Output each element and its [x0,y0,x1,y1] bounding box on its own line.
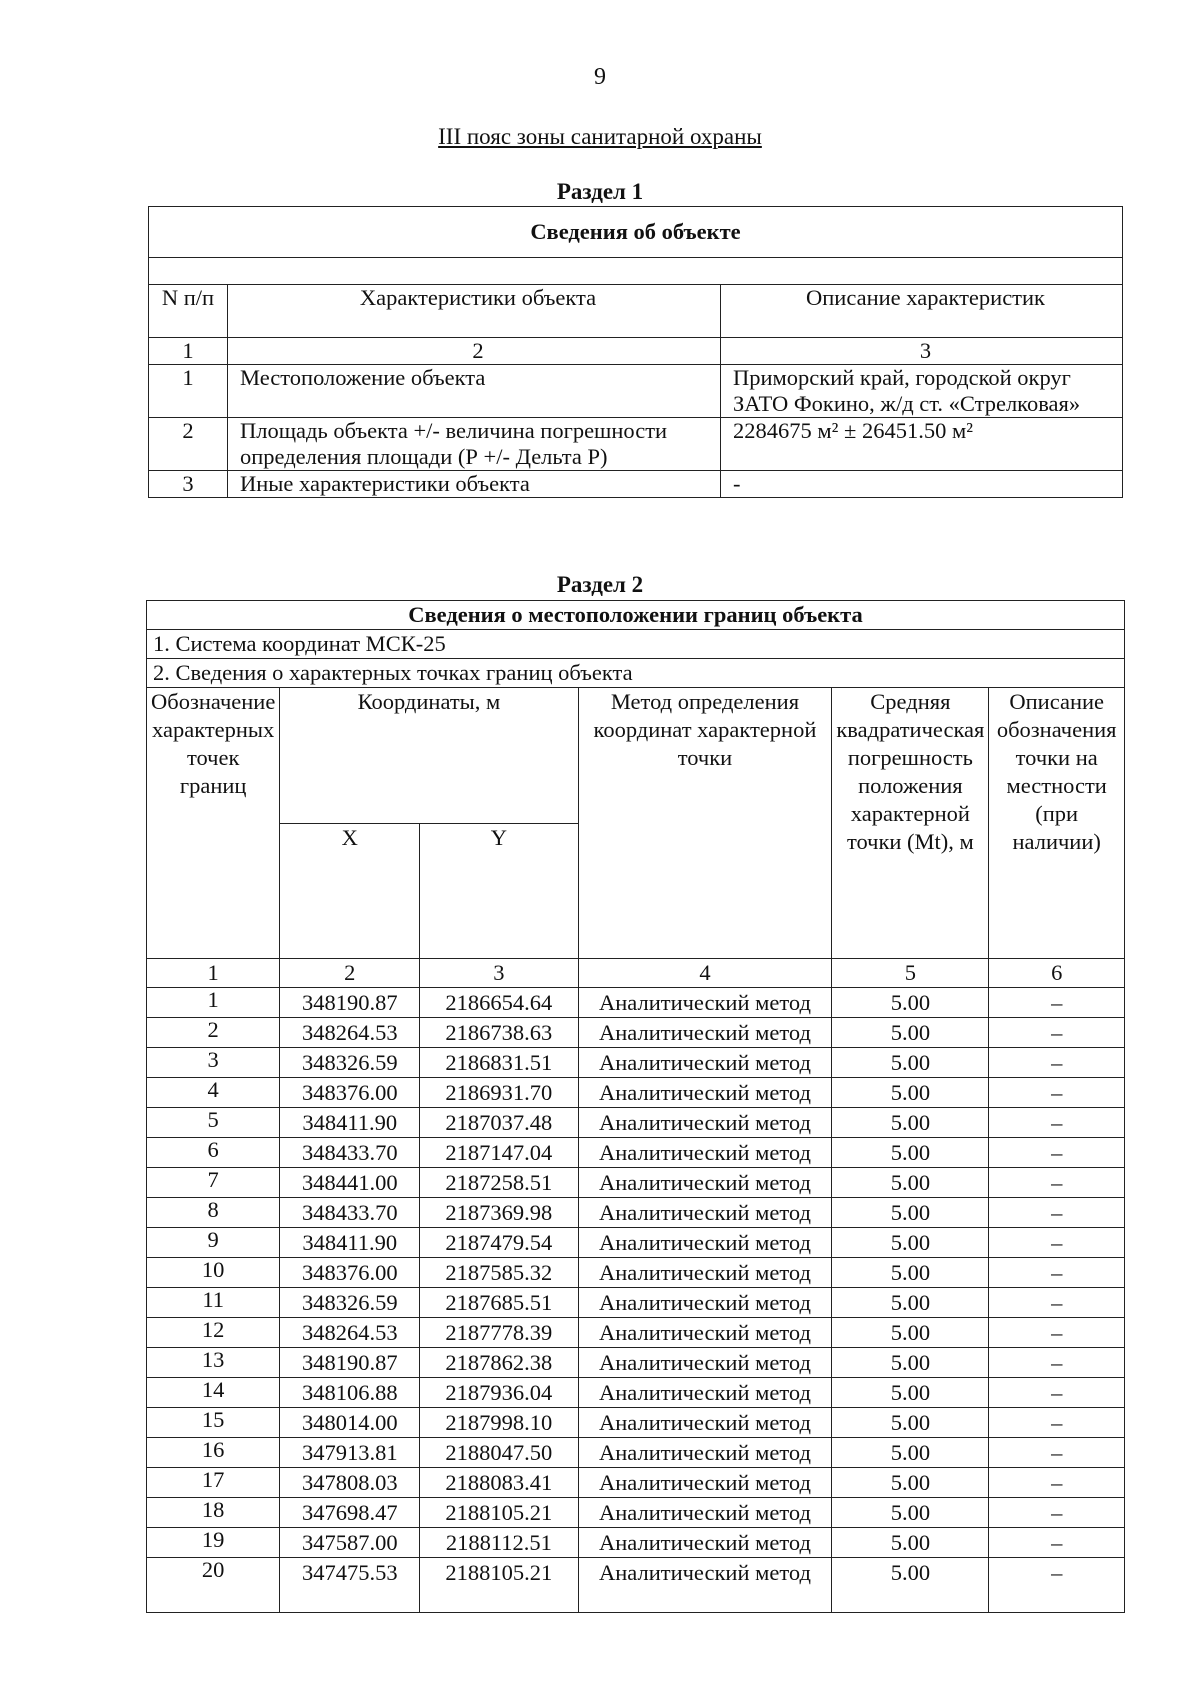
point-error: 5.00 [832,1018,989,1048]
point-x: 347808.03 [280,1468,420,1498]
point-x: 348014.00 [280,1408,420,1438]
table-row [147,1168,1125,1198]
point-method: Аналитический метод [578,1438,832,1468]
point-description: – [989,1228,1125,1258]
point-error: 5.00 [832,1438,989,1468]
point-y: 2186654.64 [420,988,578,1018]
table-row [147,1258,1125,1288]
point-y: 2186831.51 [420,1048,578,1078]
point-description: – [989,1558,1125,1613]
point-x: 348190.87 [280,988,420,1018]
point-y: 2187369.98 [420,1198,578,1228]
point-x: 348190.87 [280,1348,420,1378]
row-description: 2284675 м² ± 26451.50 м² [721,418,1123,471]
table-row [149,365,1123,418]
table-row [147,1048,1125,1078]
point-error: 5.00 [832,1108,989,1138]
point-x: 348106.88 [280,1378,420,1408]
row-description: Приморский край, городской округ ЗАТО Фокино, ж/д ст. «Стрелковая» [721,365,1123,418]
header-number: N п/п [149,285,228,338]
point-method: Аналитический метод [578,1288,832,1318]
coordinate-system: 1. Система координат МСК-25 [147,630,1125,659]
point-y: 2186738.63 [420,1018,578,1048]
point-y: 2186931.70 [420,1078,578,1108]
col-number: 1 [147,959,280,988]
header-location-description: Описание обозначения точки на местности (при наличии) [989,688,1125,959]
point-method: Аналитический метод [578,1138,832,1168]
point-method: Аналитический метод [578,1198,832,1228]
point-error: 5.00 [832,1078,989,1108]
boundary-table-title: Сведения о местоположении границ объекта [147,601,1125,630]
row-characteristic: Площадь объекта +/- величина погрешности определения площади (Р +/- Дельта Р) [228,418,721,471]
point-number: 6 [147,1138,280,1168]
point-error: 5.00 [832,1558,989,1613]
point-number: 20 [147,1558,280,1613]
col-number: 2 [228,338,721,365]
point-description: – [989,1168,1125,1198]
point-number: 10 [147,1258,280,1288]
table-row [147,1438,1125,1468]
point-description: – [989,1408,1125,1438]
point-method: Аналитический метод [578,1348,832,1378]
point-x: 348264.53 [280,1318,420,1348]
point-error: 5.00 [832,1048,989,1078]
row-characteristic: Иные характеристики объекта [228,471,721,498]
point-error: 5.00 [832,1408,989,1438]
header-x: X [280,823,420,959]
table-row [147,1078,1125,1108]
point-x: 348376.00 [280,1078,420,1108]
col-number: 4 [578,959,832,988]
point-error: 5.00 [832,1258,989,1288]
point-y: 2187936.04 [420,1378,578,1408]
point-number: 18 [147,1498,280,1528]
page-number: 9 [594,64,606,90]
point-x: 348441.00 [280,1168,420,1198]
col-number: 5 [832,959,989,988]
point-y: 2187585.32 [420,1258,578,1288]
point-y: 2187862.38 [420,1348,578,1378]
point-y: 2187685.51 [420,1288,578,1318]
point-description: – [989,1288,1125,1318]
point-x: 348411.90 [280,1228,420,1258]
point-number: 15 [147,1408,280,1438]
point-x: 348326.59 [280,1048,420,1078]
header-error: Средняя квадратическая погрешность положения характерной точки (Mt), м [832,688,989,959]
point-method: Аналитический метод [578,1108,832,1138]
point-description: – [989,1138,1125,1168]
point-y: 2187778.39 [420,1318,578,1348]
point-description: – [989,1258,1125,1288]
point-method: Аналитический метод [578,1318,832,1348]
table-row [147,1018,1125,1048]
point-x: 347587.00 [280,1528,420,1558]
zone-title-text: III пояс зоны санитарной охраны [438,124,762,149]
object-info-table-title: Сведения об объекте [149,207,1123,258]
point-x: 348411.90 [280,1108,420,1138]
point-description: – [989,1318,1125,1348]
table-row [149,471,1123,498]
point-y: 2187037.48 [420,1108,578,1138]
point-number: 9 [147,1228,280,1258]
empty-row [149,258,1123,285]
point-number: 8 [147,1198,280,1228]
point-description: – [989,1018,1125,1048]
point-method: Аналитический метод [578,1558,832,1613]
point-number: 1 [147,988,280,1018]
zone-title [0,124,1200,150]
point-x: 348326.59 [280,1288,420,1318]
point-number: 17 [147,1468,280,1498]
row-number: 1 [149,365,228,418]
point-error: 5.00 [832,1528,989,1558]
row-number: 3 [149,471,228,498]
point-number: 16 [147,1438,280,1468]
point-error: 5.00 [832,1288,989,1318]
header-method: Метод определения координат характерной точки [578,688,832,959]
section1-title: Раздел 1 [556,179,644,204]
table-row [147,1348,1125,1378]
point-error: 5.00 [832,1138,989,1168]
table-row [147,1558,1125,1613]
point-method: Аналитический метод [578,1048,832,1078]
point-x: 347913.81 [280,1438,420,1468]
point-error: 5.00 [832,1468,989,1498]
point-error: 5.00 [832,1318,989,1348]
point-description: – [989,1078,1125,1108]
point-error: 5.00 [832,1168,989,1198]
point-number: 12 [147,1318,280,1348]
point-method: Аналитический метод [578,1078,832,1108]
points-title: 2. Сведения о характерных точках границ объекта [147,659,1125,688]
point-x: 348433.70 [280,1198,420,1228]
col-number: 6 [989,959,1125,988]
table-row [147,1468,1125,1498]
point-x: 347475.53 [280,1558,420,1613]
point-x: 348264.53 [280,1018,420,1048]
col-number: 3 [420,959,578,988]
boundary-points-table [146,600,1125,1613]
point-error: 5.00 [832,1348,989,1378]
point-x: 347698.47 [280,1498,420,1528]
col-number: 2 [280,959,420,988]
col-number: 3 [721,338,1123,365]
point-x: 348433.70 [280,1138,420,1168]
point-y: 2188047.50 [420,1438,578,1468]
point-description: – [989,1198,1125,1228]
table-row [147,1228,1125,1258]
point-number: 2 [147,1018,280,1048]
table-row [147,1138,1125,1168]
table-row [147,1378,1125,1408]
point-description: – [989,1048,1125,1078]
point-error: 5.00 [832,1228,989,1258]
point-description: – [989,1498,1125,1528]
point-number: 11 [147,1288,280,1318]
point-y: 2188112.51 [420,1528,578,1558]
point-method: Аналитический метод [578,988,832,1018]
point-description: – [989,1348,1125,1378]
header-coordinates: Координаты, м [280,688,578,824]
table-row [147,1108,1125,1138]
point-description: – [989,1108,1125,1138]
point-method: Аналитический метод [578,1378,832,1408]
point-error: 5.00 [832,1498,989,1528]
point-error: 5.00 [832,1198,989,1228]
table-row [147,1198,1125,1228]
point-number: 3 [147,1048,280,1078]
point-y: 2187147.04 [420,1138,578,1168]
row-number: 2 [149,418,228,471]
point-description: – [989,1378,1125,1408]
object-info-table [148,206,1123,498]
row-description: - [721,471,1123,498]
point-number: 5 [147,1108,280,1138]
point-number: 13 [147,1348,280,1378]
point-method: Аналитический метод [578,1468,832,1498]
point-y: 2187998.10 [420,1408,578,1438]
point-description: – [989,988,1125,1018]
table-row [147,988,1125,1018]
point-method: Аналитический метод [578,1408,832,1438]
point-y: 2188105.21 [420,1498,578,1528]
point-y: 2187258.51 [420,1168,578,1198]
table-row [147,1528,1125,1558]
point-method: Аналитический метод [578,1258,832,1288]
point-y: 2188105.21 [420,1558,578,1613]
point-number: 7 [147,1168,280,1198]
col-number: 1 [149,338,228,365]
table-row [149,418,1123,471]
point-number: 14 [147,1378,280,1408]
header-point: Обозначение характерных точек границ [147,688,280,959]
point-description: – [989,1528,1125,1558]
point-x: 348376.00 [280,1258,420,1288]
point-y: 2188083.41 [420,1468,578,1498]
point-method: Аналитический метод [578,1528,832,1558]
point-number: 19 [147,1528,280,1558]
table-row [147,1498,1125,1528]
point-method: Аналитический метод [578,1498,832,1528]
table-row [147,1408,1125,1438]
point-y: 2187479.54 [420,1228,578,1258]
section2-title: Раздел 2 [556,572,644,597]
point-error: 5.00 [832,1378,989,1408]
point-description: – [989,1438,1125,1468]
header-characteristic: Характеристики объекта [228,285,721,338]
point-method: Аналитический метод [578,1018,832,1048]
table-row [147,1288,1125,1318]
point-method: Аналитический метод [578,1228,832,1258]
table-row [147,1318,1125,1348]
row-characteristic: Местоположение объекта [228,365,721,418]
point-error: 5.00 [832,988,989,1018]
point-method: Аналитический метод [578,1168,832,1198]
point-description: – [989,1468,1125,1498]
header-y: Y [420,823,578,959]
header-description: Описание характеристик [721,285,1123,338]
point-number: 4 [147,1078,280,1108]
